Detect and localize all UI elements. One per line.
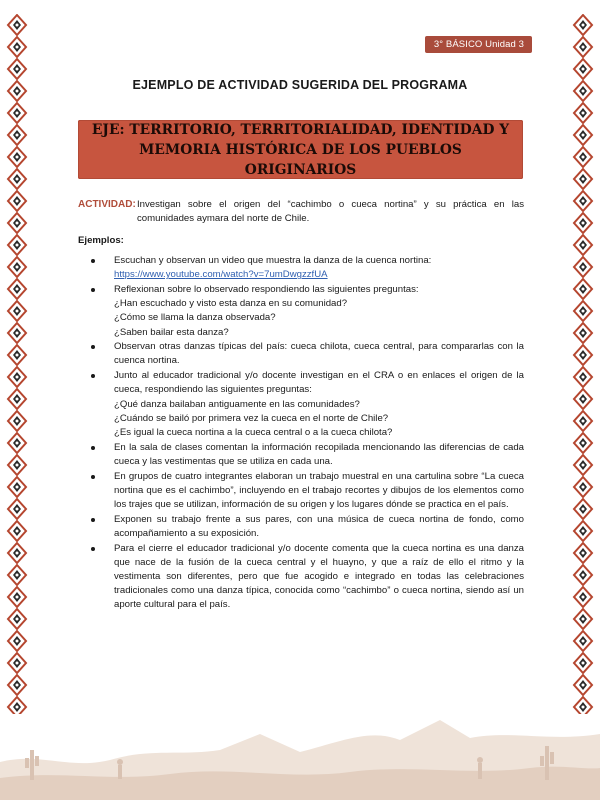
activity-text: Investigan sobre el origen del “cachimbo o cueca nortina” y su práctica en las comunidades aymara del norte de Chile. (137, 199, 524, 224)
bullet-icon (91, 345, 95, 349)
list-item (78, 340, 524, 368)
decorative-border-right (572, 14, 594, 714)
list-item-text: Observan otras danzas típicas del país: cueca chilota, cueca central, para compararlas con la cuenca nortina. (114, 341, 524, 367)
list-item (78, 470, 524, 513)
bullet-icon (91, 518, 95, 522)
decorative-border-left (6, 14, 28, 714)
list-item-text: En la sala de clases comentan la información recopilada mencionando las diferencias de cada cueca y las vestimentas que se utiliza en cada una. (114, 441, 524, 467)
list-item (78, 441, 524, 469)
question-text: ¿Han escuchado y visto esta danza en su comunidad? (114, 298, 348, 310)
list-item (78, 283, 524, 340)
list-item-text: En grupos de cuatro integrantes elaboran un trabajo muestral en una cartulina sobre “La cueca nortina que es el cachimbo”, incluyendo en el trabajo recortes y dibujos de los elementos como los trajes que se utilizan, información de su origen y los lugares dónde se practica en el país. (114, 470, 524, 510)
question-text: ¿Cuándo se bailó por primera vez la cueca en el norte de Chile? (114, 412, 389, 424)
bullet-icon (91, 475, 95, 479)
eje-title-line-1: EJE: TERRITORIO, TERRITORIALIDAD, IDENTIDAD Y (91, 121, 510, 138)
footer-landscape-illustration (0, 690, 600, 800)
question-text: ¿Es igual la cueca nortina a la cueca central o a la cueca chilota? (114, 426, 393, 438)
list-item-text: Para el cierre el educador tradicional y/o docente comenta que la cueca nortina es una danza que nace de la fusión de la cueca central y el huayno, y que a raíz de ello el ritmo y la vestimenta son diferentes, pero que fue acogido e integrado en todas las celebraciones tradicionales como una danza típica, conocida como “cachimbo” o cueca nortina, siendo así un aporte cultural para el país. (114, 542, 524, 611)
list-item-text: Junto al educador tradicional y/o docente investigan en el CRA o en enlaces el origen de la cueca, respondiendo las siguientes preguntas: (114, 370, 524, 396)
list-item (78, 542, 524, 613)
question-text: ¿Saben bailar esta danza? (114, 326, 229, 338)
bullet-icon (91, 446, 95, 450)
bullet-icon (91, 259, 95, 263)
list-item-text: Exponen su trabajo frente a sus pares, con una música de cueca nortina de fondo, como acompañamiento a su exposición. (114, 513, 524, 539)
video-link[interactable]: https://www.youtube.com/watch?v=7umDwgzzfUA (114, 269, 328, 281)
examples-list (78, 254, 524, 613)
list-item-text: Escuchan y observan un video que muestra la danza de la cuenca nortina: (114, 255, 432, 266)
activity-block (78, 198, 524, 225)
bullet-icon (91, 288, 95, 292)
page-title: EJEMPLO DE ACTIVIDAD SUGERIDA DEL PROGRAMA (132, 78, 468, 92)
list-item (78, 369, 524, 440)
eje-banner (78, 120, 523, 179)
bullet-icon (91, 547, 95, 551)
eje-title-line-2: MEMORIA HISTÓRICA DE LOS PUEBLOS ORIGINARIOS (139, 141, 462, 178)
examples-heading: Ejemplos: (78, 235, 124, 246)
bullet-icon (91, 374, 95, 378)
question-text: ¿Cómo se llama la danza observada? (114, 312, 276, 324)
list-item-text: Reflexionan sobre lo observado respondiendo las siguientes preguntas: (114, 283, 419, 295)
list-item (78, 513, 524, 541)
question-text: ¿Qué danza bailaban antiguamente en las comunidades? (114, 398, 360, 410)
eje-title (91, 120, 511, 180)
grade-unit-badge: 3° BÁSICO Unidad 3 (425, 36, 532, 53)
list-item (78, 254, 524, 282)
activity-label: ACTIVIDAD: (78, 199, 136, 210)
